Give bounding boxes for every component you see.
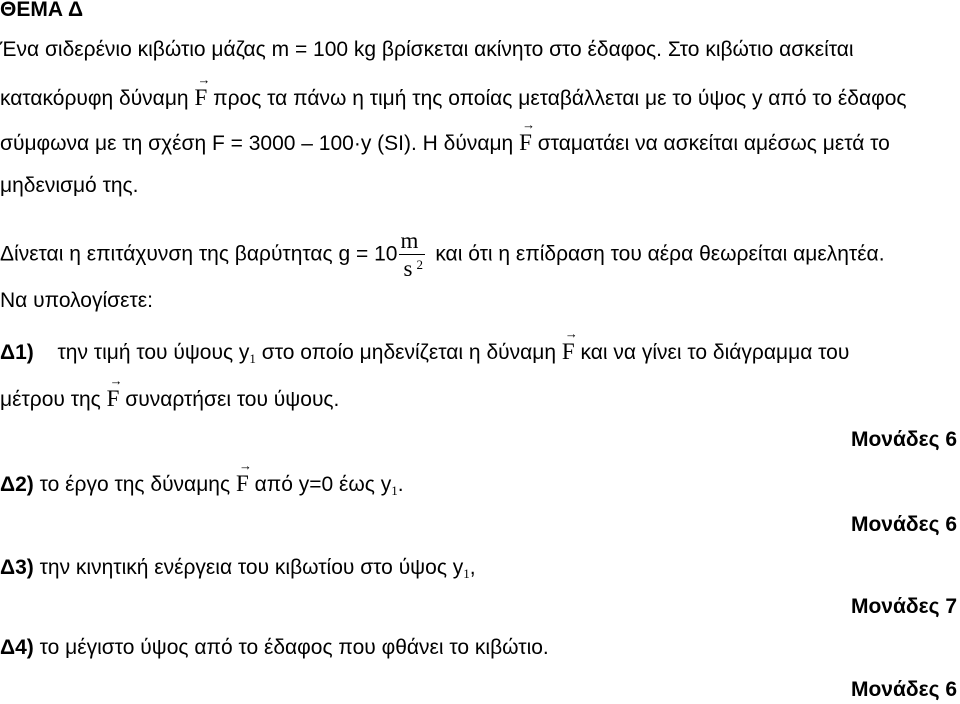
force-vector-symbol: F → <box>561 326 578 364</box>
vector-arrow-icon: → <box>522 117 536 132</box>
question-d2-text-c: . <box>397 473 404 496</box>
question-d1-text-e: συναρτήσει του ύψους. <box>125 388 340 411</box>
question-d3-points: Μονάδες 7 <box>850 595 957 618</box>
question-d2-text-b: από y=0 έως y <box>254 473 392 496</box>
question-d4-text-a: το μέγιστο ύψος από το έδαφος που φθάνει το κιβώτιο. <box>39 636 549 659</box>
question-d1-text-d: μέτρου της <box>0 388 101 411</box>
question-d3-label: Δ3) <box>0 556 34 579</box>
fraction-numerator: m <box>400 228 419 253</box>
vector-arrow-icon: → <box>109 373 123 388</box>
vector-arrow-icon: → <box>197 72 211 87</box>
question-d1-line-1 <box>0 326 850 369</box>
question-d1-text-a: την τιμή του ύψους y <box>57 341 250 364</box>
question-d1-line-2 <box>0 373 340 414</box>
question-d2-line-1 <box>0 458 404 501</box>
force-vector-symbol: F → <box>194 72 211 110</box>
question-d2-points: Μονάδες 6 <box>850 513 957 536</box>
question-d2-label: Δ2) <box>0 473 34 496</box>
section-heading: ΘΕΜΑ Δ <box>0 0 84 21</box>
question-d1-text-b: στο οποίο μηδενίζεται η δύναμη <box>261 341 557 364</box>
question-d1-subscript: 1 <box>249 351 256 366</box>
vector-arrow-icon: → <box>564 326 578 341</box>
intro-line-1: Ένα σιδερένιο κιβώτιο μάζας m = 100 kg βρίσκεται ακίνητο στο έδαφος. Στο κιβώτιο ασκείται <box>0 38 854 61</box>
question-d3-subscript: 1 <box>463 566 470 581</box>
intro-line-5a: Δίνεται η επιτάχυνση της βαρύτητας g = 10 <box>0 242 398 266</box>
intro-line-6: Να υπολογίσετε: <box>0 289 153 312</box>
intro-line-5 <box>0 229 885 281</box>
question-d1-text-c: και να γίνει το διάγραμμα του <box>580 341 850 364</box>
intro-line-2a: κατακόρυφη δύναμη <box>0 87 189 110</box>
vector-arrow-icon: → <box>238 458 252 473</box>
intro-line-4: μηδενισμό της. <box>0 174 139 197</box>
intro-line-2 <box>0 72 907 113</box>
question-d4-line-1 <box>0 634 549 662</box>
question-d2-text-a: το έργο της δύναμης <box>39 473 231 496</box>
gravity-unit-fraction <box>399 229 425 281</box>
question-d4-label: Δ4) <box>0 636 34 659</box>
intro-line-5b: και ότι η επίδραση του αέρα θεωρείται αμελητέα. <box>435 242 885 266</box>
intro-line-3a: σύμφωνα με τη σχέση F = 3000 – 100·y (SI). Η δύναμη <box>0 132 514 155</box>
question-d1-label: Δ1) <box>0 341 34 364</box>
force-vector-symbol: F → <box>519 117 536 155</box>
intro-line-2b: προς τα πάνω η τιμή της οποίας μεταβάλλεται με το ύψος y από το έδαφος <box>213 87 907 110</box>
question-d3-text-c: , <box>469 556 476 579</box>
question-d1-points: Μονάδες 6 <box>850 428 957 451</box>
fraction-denominator: s <box>403 256 413 281</box>
intro-line-3 <box>0 117 890 158</box>
question-d2-subscript: 1 <box>391 483 398 498</box>
force-vector-symbol: F → <box>235 458 252 496</box>
force-vector-symbol: F → <box>106 373 123 411</box>
question-d4-points: Μονάδες 6 <box>850 678 957 701</box>
question-d3-line-1 <box>0 554 476 584</box>
question-d3-text-a: την κινητική ενέργεια του κιβωτίου στο ύψος y <box>39 556 464 579</box>
intro-line-3b: σταματάει να ασκείται αμέσως μετά το <box>537 132 890 155</box>
fraction-exponent: 2 <box>416 257 423 272</box>
